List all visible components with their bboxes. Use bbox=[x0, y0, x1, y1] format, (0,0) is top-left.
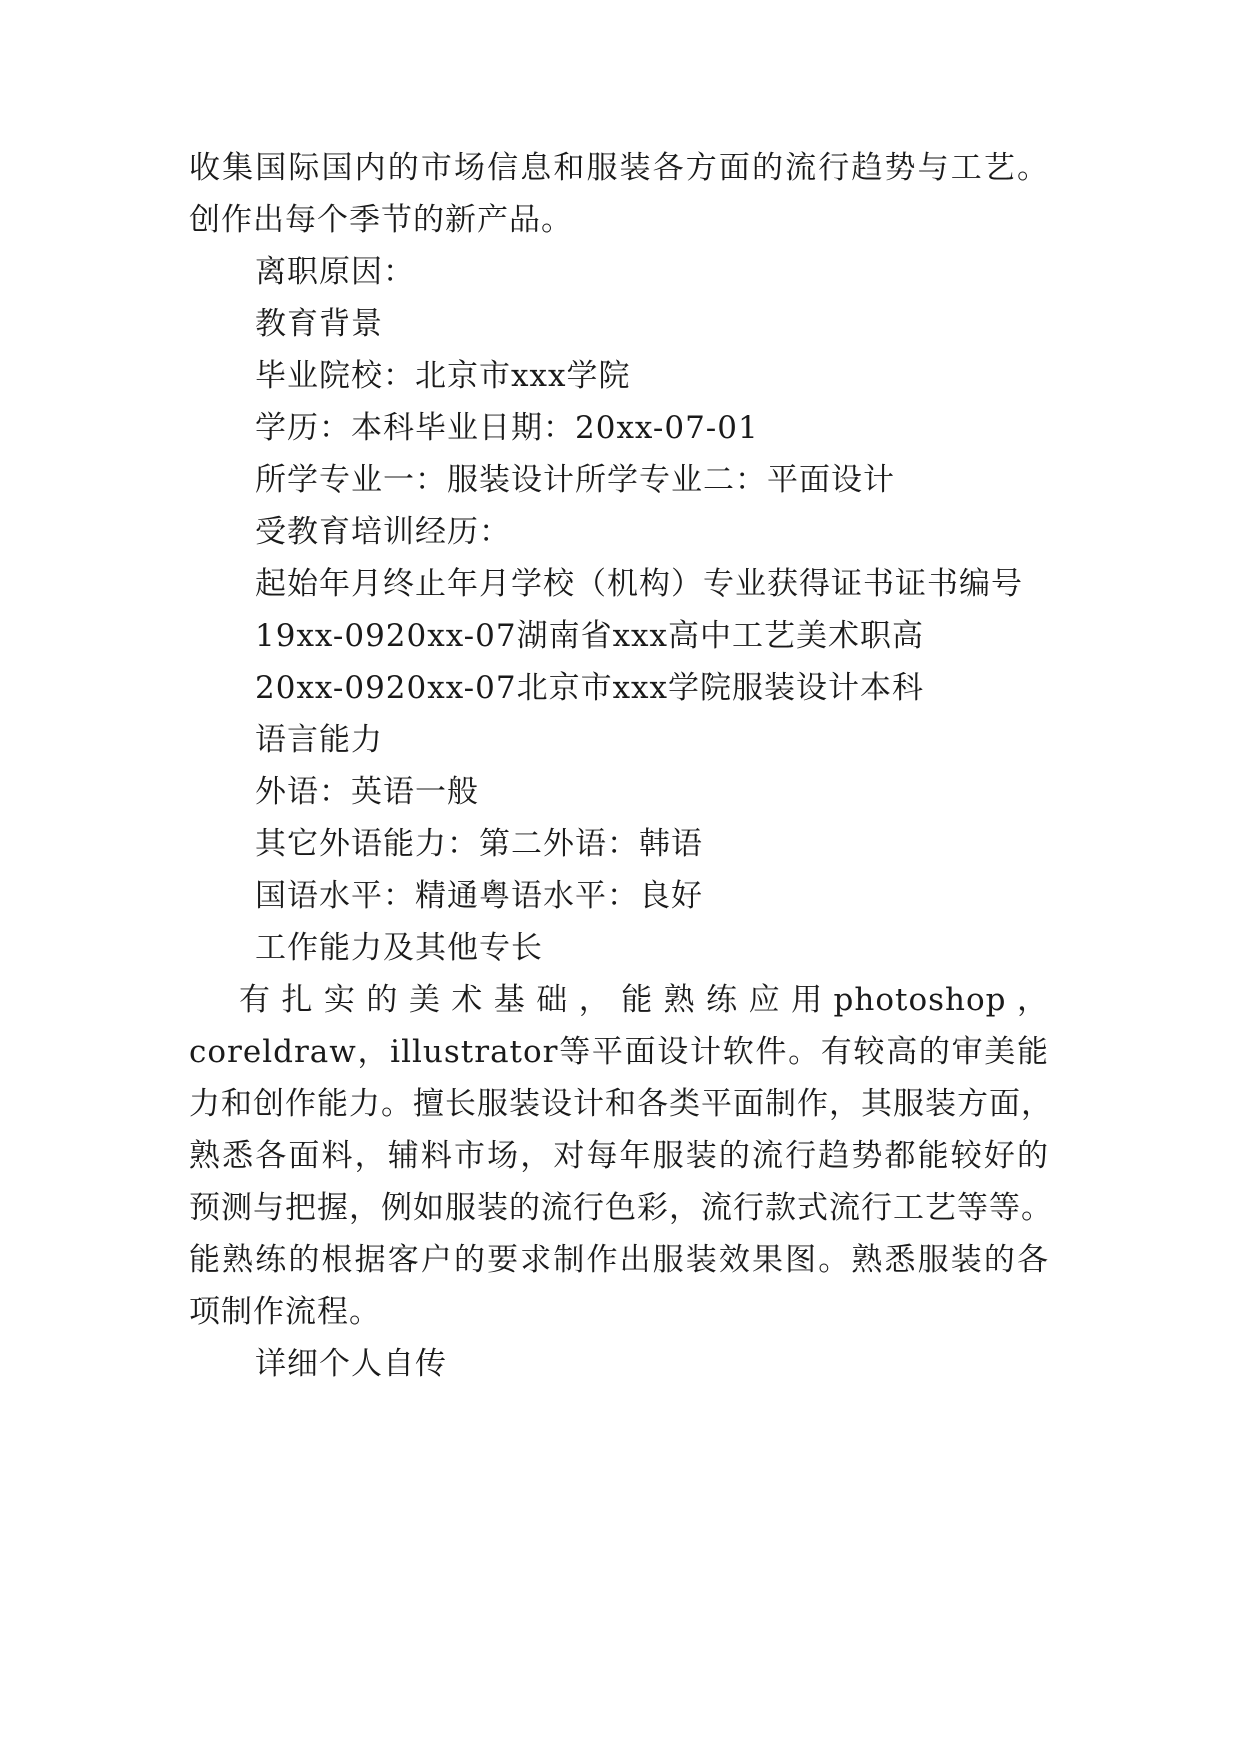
field-major: 所学专业一：服装设计所学专业二：平面设计 bbox=[255, 462, 895, 498]
body-text-line: 收集国际国内的市场信息和服装各方面的流行趋势与工艺。 bbox=[189, 150, 1049, 186]
field-foreign-language: 外语：英语一般 bbox=[255, 774, 479, 810]
skills-paragraph-line: 能熟练的根据客户的要求制作出服装效果图。熟悉服装的各 bbox=[189, 1242, 1049, 1278]
section-heading-education: 教育背景 bbox=[255, 306, 383, 342]
section-heading-language: 语言能力 bbox=[255, 722, 383, 758]
field-mandarin-level: 国语水平：精通粤语水平：良好 bbox=[255, 878, 703, 914]
skills-paragraph-line: 项制作流程。 bbox=[189, 1294, 381, 1330]
skills-paragraph-line: 熟悉各面料，辅料市场，对每年服装的流行趋势都能较好的 bbox=[189, 1138, 1049, 1174]
field-label: 离职原因： bbox=[255, 254, 415, 290]
field-school: 毕业院校：北京市xxx学院 bbox=[255, 358, 631, 394]
skills-paragraph-line: coreldraw，illustrator等平面设计软件。有较高的审美能 bbox=[189, 1034, 1049, 1070]
field-degree: 学历：本科毕业日期：20xx-07-01 bbox=[255, 410, 759, 446]
skills-paragraph-line: 预测与把握，例如服装的流行色彩，流行款式流行工艺等等。 bbox=[189, 1190, 1053, 1226]
section-heading-autobiography: 详细个人自传 bbox=[255, 1346, 447, 1382]
training-row: 20xx-0920xx-07北京市xxx学院服装设计本科 bbox=[255, 670, 925, 706]
training-row: 19xx-0920xx-07湖南省xxx高中工艺美术职高 bbox=[255, 618, 925, 654]
section-heading-skills: 工作能力及其他专长 bbox=[255, 930, 543, 966]
skills-paragraph-line: 有扎实的美术基础，能熟练应用photoshop， bbox=[239, 982, 1049, 1018]
skills-paragraph-line: 力和创作能力。擅长服装设计和各类平面制作，其服装方面， bbox=[189, 1086, 1053, 1122]
body-text-line: 创作出每个季节的新产品。 bbox=[189, 202, 573, 238]
training-table-header: 起始年月终止年月学校（机构）专业获得证书证书编号 bbox=[255, 566, 1023, 602]
field-other-language: 其它外语能力：第二外语：韩语 bbox=[255, 826, 703, 862]
field-training-label: 受教育培训经历： bbox=[255, 514, 511, 550]
